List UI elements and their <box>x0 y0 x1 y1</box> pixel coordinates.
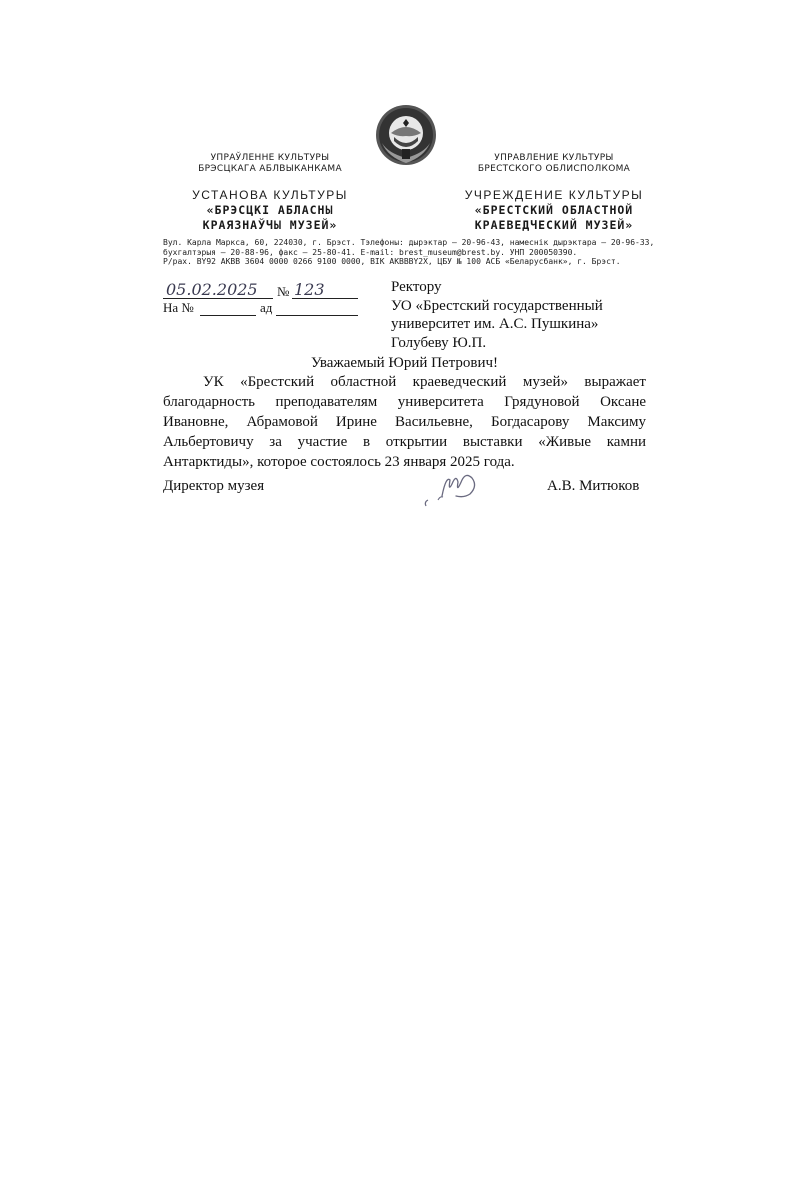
letter-paragraph: УК «Брестский областной краеведческий музей» выражает благодарность преподавателям университета Грядуновой Оксане Ивановне, Абрамовой Ирине Васильевне, Богдасарову Максиму Альбертовичу за участие в открытии выставки «Живые камни Антарктиды», которое состоялось 23 января 2025 года. <box>163 374 646 470</box>
letter-body <box>163 372 646 472</box>
reference-date-line <box>276 315 358 316</box>
department-name-by: УПРАЎЛЕННЕ КУЛЬТУРЫ <box>210 153 330 163</box>
reference-label: На № <box>163 300 194 315</box>
addressee-name: Голубеву Ю.П. <box>391 334 487 351</box>
institution-name-ru-1: «БРЕСТСКИЙ ОБЛАСТНОЙ <box>474 203 634 217</box>
department-sub-by: БРЭСЦКАГА АБЛВЫКАНКАМА <box>198 164 342 174</box>
institution-name-ru-2: КРАЕВЕДЧЕСКИЙ МУЗЕЙ» <box>474 218 634 232</box>
addressee-organization: УО «Брестский государственный <box>391 297 603 314</box>
letter-greeting: Уважаемый Юрий Петрович! <box>310 355 499 371</box>
contacts-line: Вул. Карла Маркса, 60, 224030, г. Брэст. Тэлефоны: дырэктар – 20-96-43, намеснік дырэктара – 20-96-33, <box>163 238 655 247</box>
addressee-position: Ректору <box>391 279 442 295</box>
addressee-organization-cont: университет им. А.С. Пушкина» <box>391 316 599 332</box>
header-right <box>440 153 668 233</box>
institution-type-ru: УЧРЕЖДЕНИЕ КУЛЬТУРЫ <box>464 188 644 202</box>
signatory-name: А.В. Митюков <box>547 478 640 494</box>
contacts-block <box>163 238 663 267</box>
addressee-block <box>391 278 691 352</box>
signatory-title: Директор музея <box>163 478 265 494</box>
number-label: № <box>277 284 290 299</box>
outgoing-date: 05.02.2025 <box>166 280 258 299</box>
contacts-line: бухгалтэрыя – 20-88-96, факс – 25-80-41. E-mail: brest_museum@brest.by. УНП 200050390. <box>163 247 578 257</box>
department-name-ru: УПРАВЛЕНИЕ КУЛЬТУРЫ <box>494 153 614 163</box>
department-sub-ru: БРЕСТСКОГО ОБЛИСПОЛКОМА <box>477 164 631 174</box>
outgoing-number: 123 <box>294 280 325 299</box>
contacts-line: Р/рах. BY92 AKBB 3604 0000 0266 9100 0000, BIK AKBBBY2X, ЦБУ № 100 АСБ «Беларусбанк», г. Брэст. <box>163 257 621 266</box>
institution-type-by: УСТАНОВА КУЛЬТУРЫ <box>192 188 348 202</box>
handwritten-signature-icon <box>420 466 490 512</box>
reference-number-line <box>200 315 256 316</box>
header-left <box>140 153 400 233</box>
reference-from-label: ад <box>260 300 273 315</box>
institution-name-by-2: КРАЯЗНАЎЧЫ МУЗЕЙ» <box>202 218 338 232</box>
institution-name-by-1: «БРЭСЦКІ АБЛАСНЫ <box>206 203 334 217</box>
